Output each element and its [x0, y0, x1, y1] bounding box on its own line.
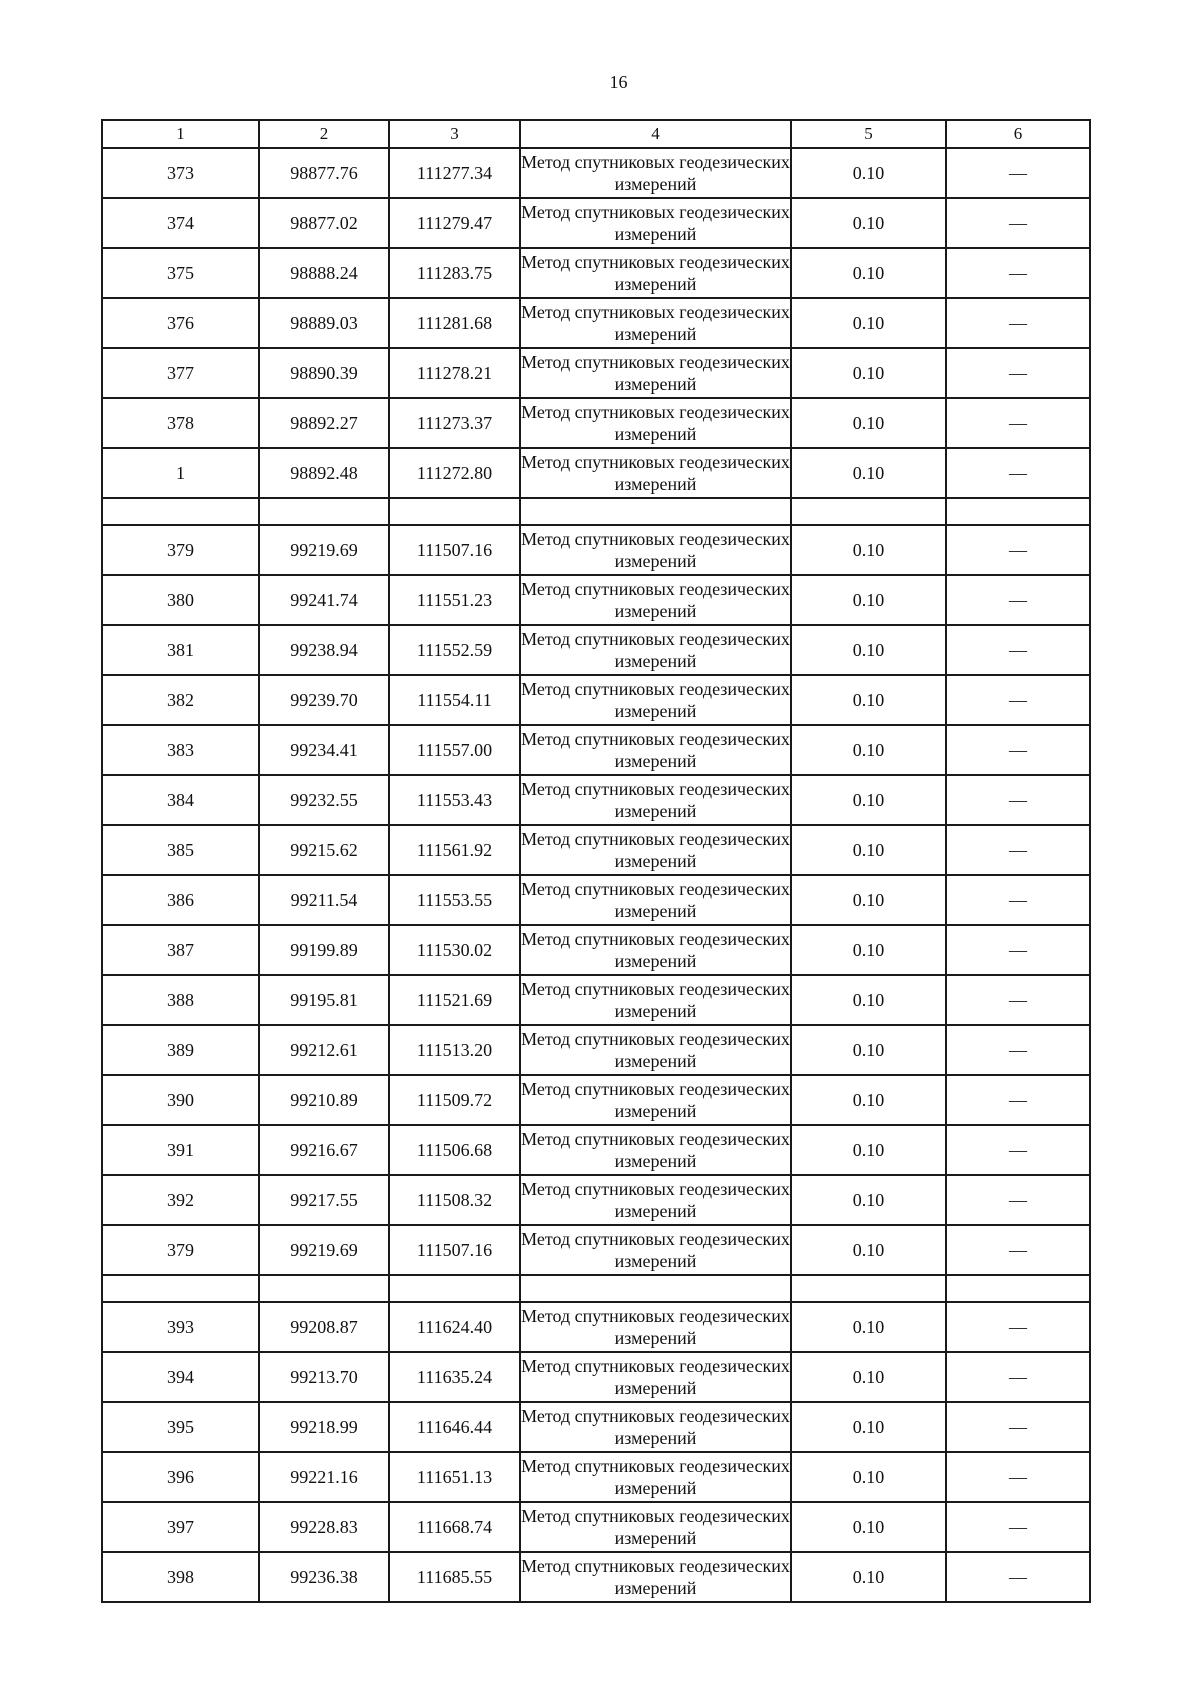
empty-cell	[946, 1275, 1090, 1302]
accuracy-cell: 0.10	[791, 1302, 946, 1352]
y-coordinate-cell: 111281.68	[389, 298, 520, 348]
header-cell-4: 4	[520, 120, 791, 148]
table-row	[102, 1025, 1090, 1075]
empty-cell	[389, 1275, 520, 1302]
y-coordinate-cell: 111283.75	[389, 248, 520, 298]
note-cell: —	[946, 1302, 1090, 1352]
method-cell: Метод спутниковых геодезических измерений	[520, 1075, 791, 1125]
x-coordinate-cell: 98877.02	[259, 198, 389, 248]
note-cell: —	[946, 675, 1090, 725]
point-cell: 376	[102, 298, 259, 348]
header-row	[102, 120, 1090, 148]
x-coordinate-cell: 99221.16	[259, 1452, 389, 1502]
table-row	[102, 1075, 1090, 1125]
y-coordinate-cell: 111685.55	[389, 1552, 520, 1602]
table-row	[102, 1402, 1090, 1452]
accuracy-cell: 0.10	[791, 248, 946, 298]
point-cell: 383	[102, 725, 259, 775]
table-row	[102, 198, 1090, 248]
x-coordinate-cell: 99212.61	[259, 1025, 389, 1075]
point-cell: 373	[102, 148, 259, 198]
note-cell: —	[946, 348, 1090, 398]
accuracy-cell: 0.10	[791, 725, 946, 775]
accuracy-cell: 0.10	[791, 575, 946, 625]
accuracy-cell: 0.10	[791, 1352, 946, 1402]
table-row	[102, 625, 1090, 675]
table-row	[102, 1452, 1090, 1502]
empty-cell	[946, 498, 1090, 525]
method-cell: Метод спутниковых геодезических измерений	[520, 1025, 791, 1075]
point-cell: 397	[102, 1502, 259, 1552]
table-row	[102, 525, 1090, 575]
empty-cell	[102, 498, 259, 525]
x-coordinate-cell: 99234.41	[259, 725, 389, 775]
y-coordinate-cell: 111277.34	[389, 148, 520, 198]
y-coordinate-cell: 111506.68	[389, 1125, 520, 1175]
note-cell: —	[946, 875, 1090, 925]
accuracy-cell: 0.10	[791, 1402, 946, 1452]
point-cell: 392	[102, 1175, 259, 1225]
accuracy-cell: 0.10	[791, 875, 946, 925]
point-cell: 381	[102, 625, 259, 675]
header-cell-1: 1	[102, 120, 259, 148]
empty-cell	[259, 498, 389, 525]
note-cell: —	[946, 1452, 1090, 1502]
note-cell: —	[946, 1352, 1090, 1402]
note-cell: —	[946, 1175, 1090, 1225]
table-row	[102, 725, 1090, 775]
note-cell: —	[946, 925, 1090, 975]
point-cell: 379	[102, 1225, 259, 1275]
empty-cell	[791, 1275, 946, 1302]
table-row	[102, 148, 1090, 198]
y-coordinate-cell: 111509.72	[389, 1075, 520, 1125]
x-coordinate-cell: 99215.62	[259, 825, 389, 875]
method-cell: Метод спутниковых геодезических измерений	[520, 725, 791, 775]
accuracy-cell: 0.10	[791, 975, 946, 1025]
x-coordinate-cell: 99210.89	[259, 1075, 389, 1125]
note-cell: —	[946, 1075, 1090, 1125]
method-cell: Метод спутниковых геодезических измерений	[520, 575, 791, 625]
x-coordinate-cell: 98892.27	[259, 398, 389, 448]
note-cell: —	[946, 625, 1090, 675]
note-cell: —	[946, 198, 1090, 248]
accuracy-cell: 0.10	[791, 525, 946, 575]
point-cell: 386	[102, 875, 259, 925]
table-row	[102, 775, 1090, 825]
header-cell-6: 6	[946, 120, 1090, 148]
method-cell: Метод спутниковых геодезических измерений	[520, 1175, 791, 1225]
method-cell: Метод спутниковых геодезических измерений	[520, 1125, 791, 1175]
x-coordinate-cell: 99239.70	[259, 675, 389, 725]
point-cell: 377	[102, 348, 259, 398]
x-coordinate-cell: 98877.76	[259, 148, 389, 198]
note-cell: —	[946, 825, 1090, 875]
table-row	[102, 348, 1090, 398]
note-cell: —	[946, 725, 1090, 775]
table-row	[102, 1352, 1090, 1402]
point-cell: 385	[102, 825, 259, 875]
x-coordinate-cell: 99213.70	[259, 1352, 389, 1402]
y-coordinate-cell: 111507.16	[389, 1225, 520, 1275]
accuracy-cell: 0.10	[791, 1502, 946, 1552]
table-row	[102, 875, 1090, 925]
point-cell: 389	[102, 1025, 259, 1075]
accuracy-cell: 0.10	[791, 1075, 946, 1125]
accuracy-cell: 0.10	[791, 1552, 946, 1602]
y-coordinate-cell: 111521.69	[389, 975, 520, 1025]
x-coordinate-cell: 99219.69	[259, 525, 389, 575]
table-row	[102, 298, 1090, 348]
x-coordinate-cell: 99199.89	[259, 925, 389, 975]
point-cell: 388	[102, 975, 259, 1025]
empty-cell	[791, 498, 946, 525]
y-coordinate-cell: 111553.55	[389, 875, 520, 925]
table-row	[102, 975, 1090, 1025]
y-coordinate-cell: 111646.44	[389, 1402, 520, 1452]
x-coordinate-cell: 99241.74	[259, 575, 389, 625]
table-row	[102, 1125, 1090, 1175]
accuracy-cell: 0.10	[791, 148, 946, 198]
y-coordinate-cell: 111551.23	[389, 575, 520, 625]
point-cell: 379	[102, 525, 259, 575]
page-number: 16	[609, 72, 628, 92]
x-coordinate-cell: 99232.55	[259, 775, 389, 825]
method-cell: Метод спутниковых геодезических измерений	[520, 1502, 791, 1552]
method-cell: Метод спутниковых геодезических измерений	[520, 825, 791, 875]
accuracy-cell: 0.10	[791, 925, 946, 975]
y-coordinate-cell: 111508.32	[389, 1175, 520, 1225]
method-cell: Метод спутниковых геодезических измерений	[520, 348, 791, 398]
table-row	[102, 1302, 1090, 1352]
y-coordinate-cell: 111651.13	[389, 1452, 520, 1502]
method-cell: Метод спутниковых геодезических измерений	[520, 398, 791, 448]
point-cell: 398	[102, 1552, 259, 1602]
y-coordinate-cell: 111279.47	[389, 198, 520, 248]
point-cell: 387	[102, 925, 259, 975]
accuracy-cell: 0.10	[791, 1452, 946, 1502]
y-coordinate-cell: 111553.43	[389, 775, 520, 825]
method-cell: Метод спутниковых геодезических измерений	[520, 975, 791, 1025]
method-cell: Метод спутниковых геодезических измерений	[520, 1452, 791, 1502]
y-coordinate-cell: 111557.00	[389, 725, 520, 775]
y-coordinate-cell: 111272.80	[389, 448, 520, 498]
table-row	[102, 1175, 1090, 1225]
table-row	[102, 1225, 1090, 1275]
table-row	[102, 1502, 1090, 1552]
y-coordinate-cell: 111507.16	[389, 525, 520, 575]
y-coordinate-cell: 111530.02	[389, 925, 520, 975]
note-cell: —	[946, 1125, 1090, 1175]
x-coordinate-cell: 98892.48	[259, 448, 389, 498]
table-row	[102, 575, 1090, 625]
x-coordinate-cell: 99238.94	[259, 625, 389, 675]
note-cell: —	[946, 975, 1090, 1025]
point-cell: 378	[102, 398, 259, 448]
accuracy-cell: 0.10	[791, 825, 946, 875]
note-cell: —	[946, 575, 1090, 625]
header-cell-2: 2	[259, 120, 389, 148]
method-cell: Метод спутниковых геодезических измерений	[520, 775, 791, 825]
table-row	[102, 398, 1090, 448]
method-cell: Метод спутниковых геодезических измерений	[520, 875, 791, 925]
method-cell: Метод спутниковых геодезических измерений	[520, 1552, 791, 1602]
empty-cell	[520, 1275, 791, 1302]
point-cell: 395	[102, 1402, 259, 1452]
table-row	[102, 825, 1090, 875]
table-row	[102, 675, 1090, 725]
accuracy-cell: 0.10	[791, 1125, 946, 1175]
note-cell: —	[946, 1552, 1090, 1602]
point-cell: 382	[102, 675, 259, 725]
table-row	[102, 925, 1090, 975]
coordinates-table	[101, 119, 1091, 1603]
x-coordinate-cell: 98890.39	[259, 348, 389, 398]
x-coordinate-cell: 99216.67	[259, 1125, 389, 1175]
method-cell: Метод спутниковых геодезических измерений	[520, 1352, 791, 1402]
method-cell: Метод спутниковых геодезических измерений	[520, 448, 791, 498]
empty-cell	[520, 498, 791, 525]
header-cell-3: 3	[389, 120, 520, 148]
coordinates-table-body	[102, 120, 1090, 1602]
note-cell: —	[946, 1025, 1090, 1075]
method-cell: Метод спутниковых геодезических измерений	[520, 1402, 791, 1452]
point-cell: 390	[102, 1075, 259, 1125]
separator-row	[102, 498, 1090, 525]
accuracy-cell: 0.10	[791, 625, 946, 675]
point-cell: 380	[102, 575, 259, 625]
method-cell: Метод спутниковых геодезических измерений	[520, 525, 791, 575]
method-cell: Метод спутниковых геодезических измерений	[520, 248, 791, 298]
accuracy-cell: 0.10	[791, 1025, 946, 1075]
method-cell: Метод спутниковых геодезических измерений	[520, 675, 791, 725]
table-row	[102, 448, 1090, 498]
x-coordinate-cell: 99218.99	[259, 1402, 389, 1452]
point-cell: 396	[102, 1452, 259, 1502]
note-cell: —	[946, 398, 1090, 448]
accuracy-cell: 0.10	[791, 775, 946, 825]
table-row	[102, 248, 1090, 298]
method-cell: Метод спутниковых геодезических измерений	[520, 298, 791, 348]
method-cell: Метод спутниковых геодезических измерений	[520, 625, 791, 675]
x-coordinate-cell: 98888.24	[259, 248, 389, 298]
note-cell: —	[946, 1502, 1090, 1552]
accuracy-cell: 0.10	[791, 448, 946, 498]
point-cell: 394	[102, 1352, 259, 1402]
header-cell-5: 5	[791, 120, 946, 148]
accuracy-cell: 0.10	[791, 675, 946, 725]
y-coordinate-cell: 111273.37	[389, 398, 520, 448]
method-cell: Метод спутниковых геодезических измерений	[520, 1225, 791, 1275]
y-coordinate-cell: 111552.59	[389, 625, 520, 675]
table-row	[102, 1552, 1090, 1602]
note-cell: —	[946, 1225, 1090, 1275]
empty-cell	[102, 1275, 259, 1302]
note-cell: —	[946, 448, 1090, 498]
note-cell: —	[946, 148, 1090, 198]
x-coordinate-cell: 98889.03	[259, 298, 389, 348]
accuracy-cell: 0.10	[791, 198, 946, 248]
point-cell: 374	[102, 198, 259, 248]
method-cell: Метод спутниковых геодезических измерений	[520, 198, 791, 248]
note-cell: —	[946, 1402, 1090, 1452]
accuracy-cell: 0.10	[791, 398, 946, 448]
accuracy-cell: 0.10	[791, 1225, 946, 1275]
point-cell: 1	[102, 448, 259, 498]
y-coordinate-cell: 111554.11	[389, 675, 520, 725]
x-coordinate-cell: 99195.81	[259, 975, 389, 1025]
separator-row	[102, 1275, 1090, 1302]
x-coordinate-cell: 99228.83	[259, 1502, 389, 1552]
x-coordinate-cell: 99208.87	[259, 1302, 389, 1352]
accuracy-cell: 0.10	[791, 1175, 946, 1225]
y-coordinate-cell: 111668.74	[389, 1502, 520, 1552]
y-coordinate-cell: 111624.40	[389, 1302, 520, 1352]
x-coordinate-cell: 99211.54	[259, 875, 389, 925]
x-coordinate-cell: 99219.69	[259, 1225, 389, 1275]
x-coordinate-cell: 99217.55	[259, 1175, 389, 1225]
note-cell: —	[946, 525, 1090, 575]
accuracy-cell: 0.10	[791, 298, 946, 348]
y-coordinate-cell: 111561.92	[389, 825, 520, 875]
point-cell: 393	[102, 1302, 259, 1352]
y-coordinate-cell: 111635.24	[389, 1352, 520, 1402]
note-cell: —	[946, 298, 1090, 348]
point-cell: 384	[102, 775, 259, 825]
point-cell: 391	[102, 1125, 259, 1175]
empty-cell	[259, 1275, 389, 1302]
note-cell: —	[946, 248, 1090, 298]
method-cell: Метод спутниковых геодезических измерений	[520, 925, 791, 975]
y-coordinate-cell: 111278.21	[389, 348, 520, 398]
point-cell: 375	[102, 248, 259, 298]
accuracy-cell: 0.10	[791, 348, 946, 398]
y-coordinate-cell: 111513.20	[389, 1025, 520, 1075]
x-coordinate-cell: 99236.38	[259, 1552, 389, 1602]
method-cell: Метод спутниковых геодезических измерений	[520, 148, 791, 198]
empty-cell	[389, 498, 520, 525]
note-cell: —	[946, 775, 1090, 825]
method-cell: Метод спутниковых геодезических измерений	[520, 1302, 791, 1352]
